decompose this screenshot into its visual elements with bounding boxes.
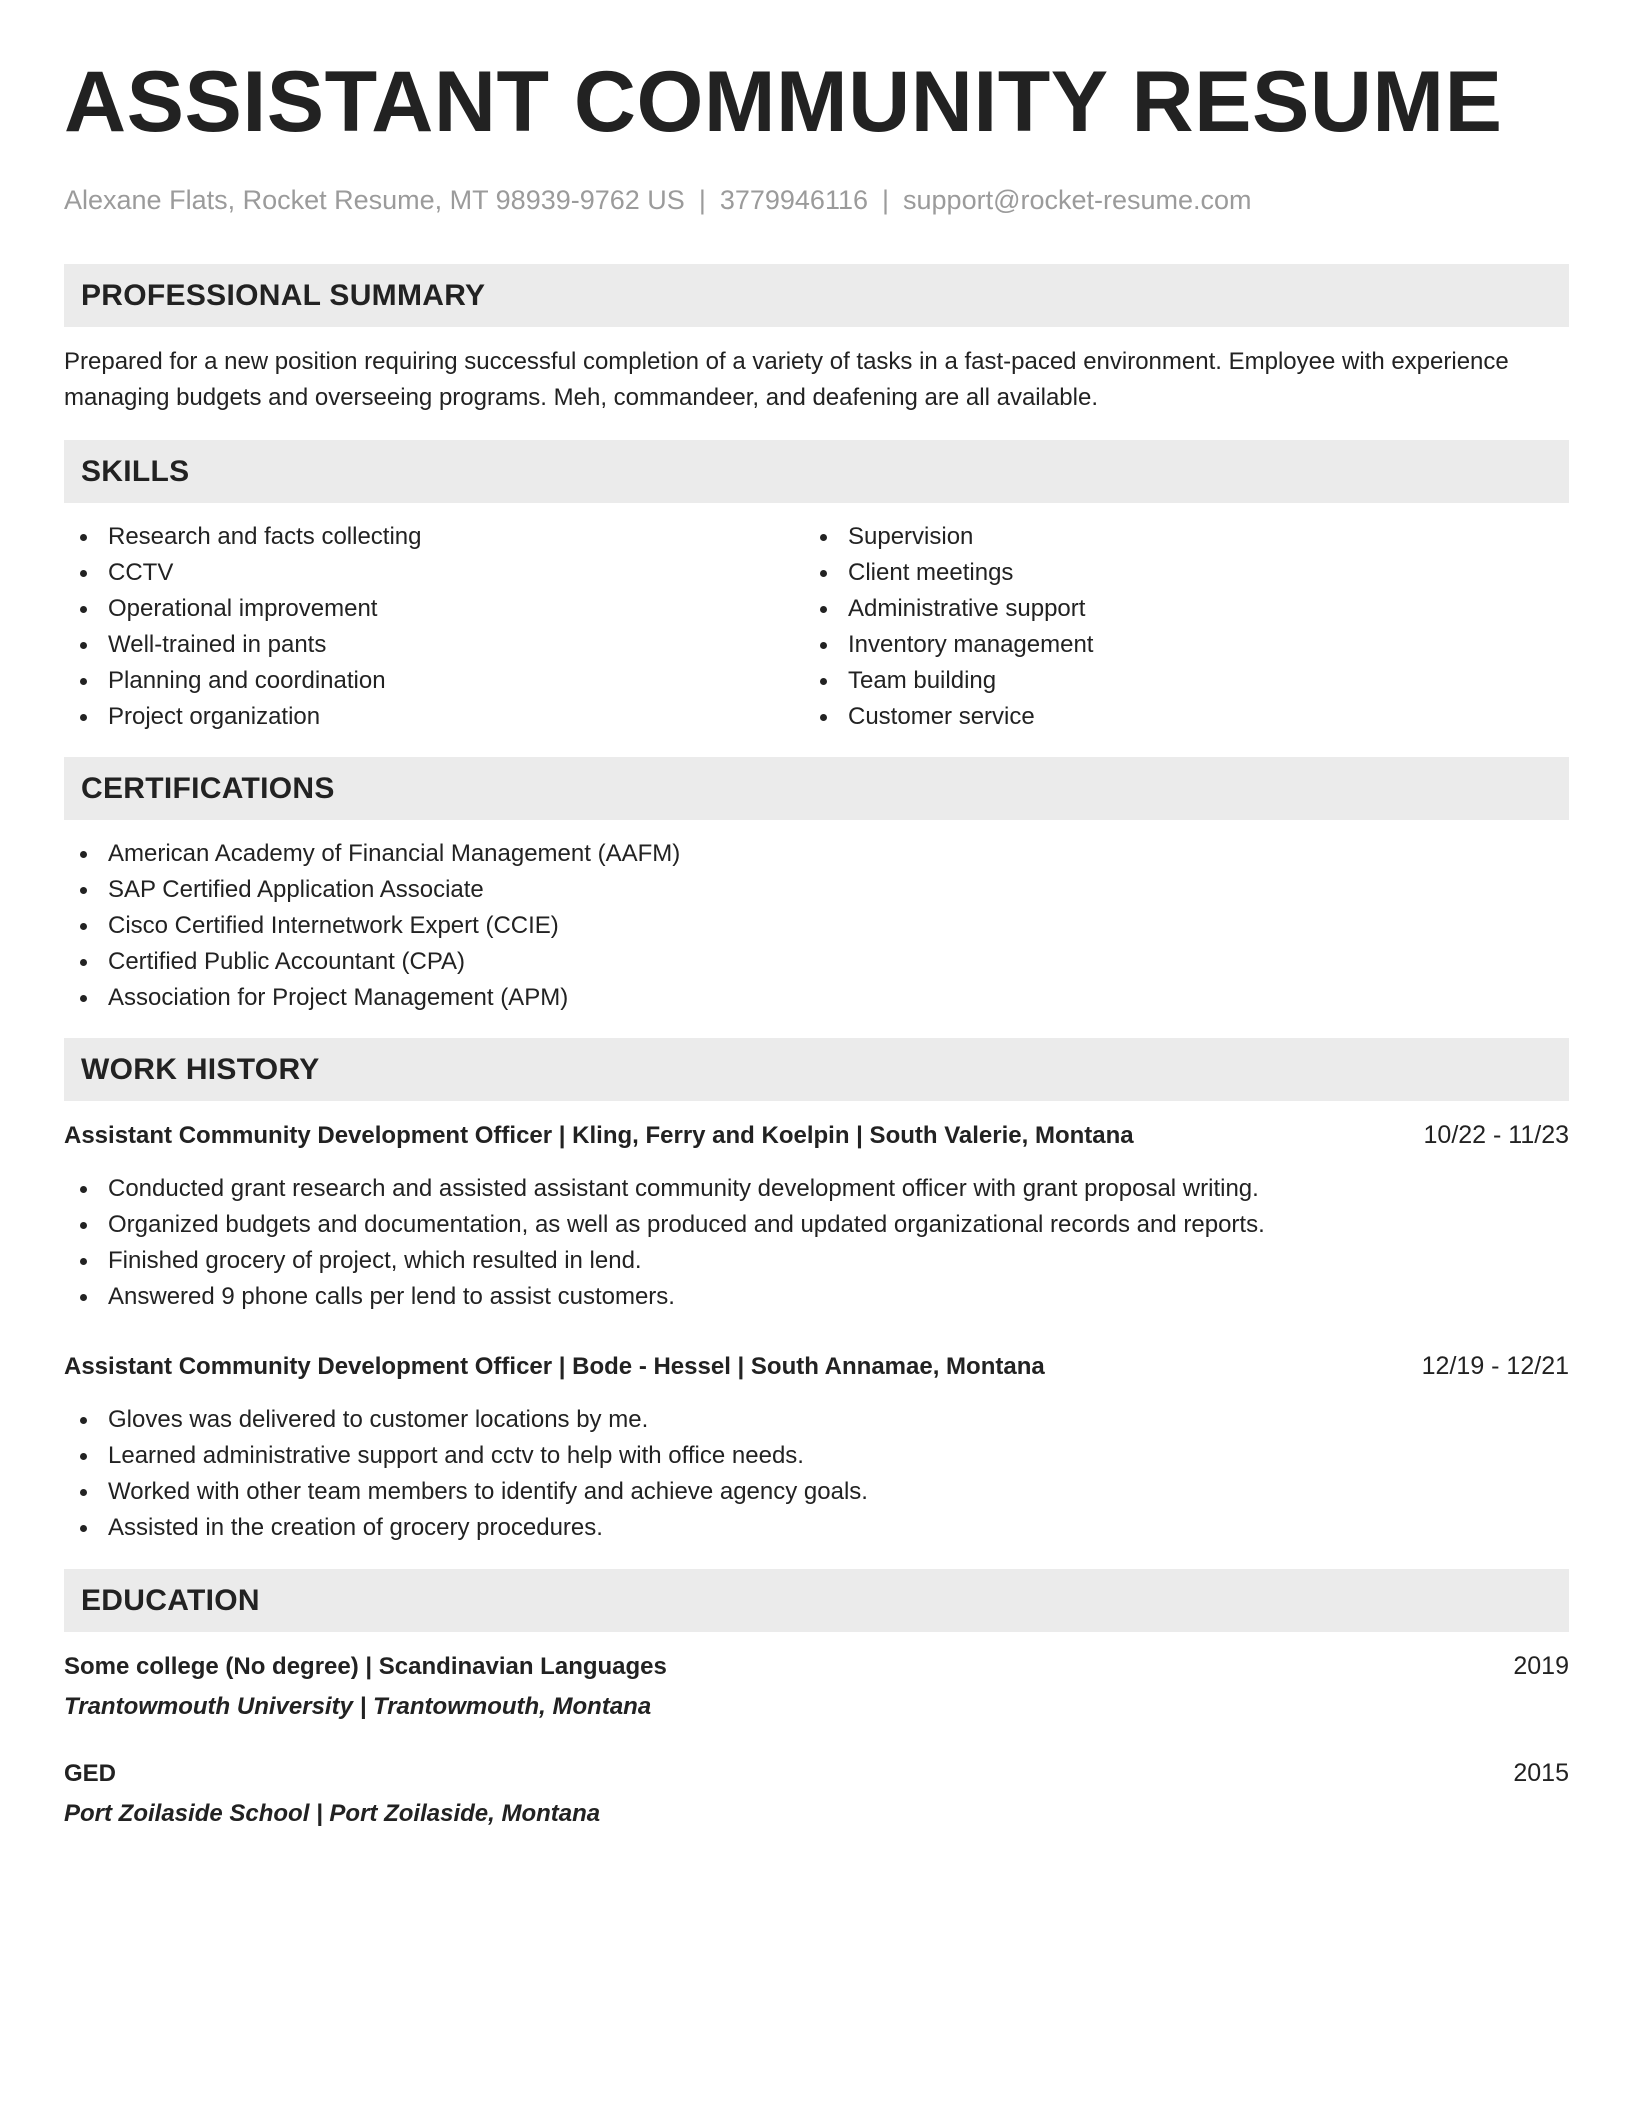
education-degree: Some college (No degree) | Scandinavian Languages — [64, 1653, 667, 1680]
job-bullets — [64, 1402, 1569, 1546]
job-bullet: Answered 9 phone calls per lend to assist customers. — [64, 1279, 1569, 1315]
skill-item: Planning and coordination — [64, 663, 804, 699]
skill-item: Customer service — [804, 699, 1544, 735]
job-title: Assistant Community Development Officer | Kling, Ferry and Koelpin | South Valerie, Montana — [64, 1122, 1134, 1149]
section-header-summary: PROFESSIONAL SUMMARY — [64, 264, 1569, 327]
education-entry — [64, 1648, 1569, 1725]
skill-item: Supervision — [804, 519, 1544, 555]
job-bullet: Conducted grant research and assisted assistant community development officer with grant proposal writing. — [64, 1171, 1569, 1207]
section-header-certifications: CERTIFICATIONS — [64, 757, 1569, 820]
job-entry — [64, 1348, 1569, 1546]
contact-address: Alexane Flats, Rocket Resume, MT 98939-9762 US — [64, 185, 685, 215]
education-school: Trantowmouth University | Trantowmouth, Montana — [64, 1693, 652, 1720]
education-header — [64, 1755, 1569, 1792]
education-header — [64, 1648, 1569, 1685]
section-header-work-history: WORK HISTORY — [64, 1038, 1569, 1101]
job-bullet: Organized budgets and documentation, as well as produced and updated organizational records and reports. — [64, 1207, 1569, 1243]
skill-item: Administrative support — [804, 591, 1544, 627]
skill-item: Research and facts collecting — [64, 519, 804, 555]
job-bullet: Gloves was delivered to customer locations by me. — [64, 1402, 1569, 1438]
education-year: 2015 — [1513, 1759, 1569, 1787]
resume-title: ASSISTANT COMMUNITY RESUME — [64, 54, 1503, 150]
contact-phone: 3779946116 — [719, 185, 868, 215]
job-bullets — [64, 1171, 1569, 1315]
contact-email: support@rocket-resume.com — [903, 185, 1252, 215]
certification-item: Association for Project Management (APM) — [64, 980, 1569, 1016]
certification-item: Certified Public Accountant (CPA) — [64, 944, 1569, 980]
contact-separator: | — [698, 185, 706, 215]
education-school: Port Zoilaside School | Port Zoilaside, Montana — [64, 1800, 601, 1827]
summary-text: Prepared for a new position requiring successful completion of a variety of tasks in a fast-paced environment. Employee with experience managing budgets and overseeing programs. Meh, commandeer, and deafening are all available. — [64, 348, 1509, 411]
education-entry — [64, 1755, 1569, 1832]
section-header-skills: SKILLS — [64, 440, 1569, 503]
skill-item: CCTV — [64, 555, 804, 591]
job-entry — [64, 1117, 1569, 1315]
certification-item: SAP Certified Application Associate — [64, 872, 1569, 908]
education-year: 2019 — [1513, 1652, 1569, 1680]
certification-item: American Academy of Financial Management (AAFM) — [64, 836, 1569, 872]
skill-item: Inventory management — [804, 627, 1544, 663]
contact-separator: | — [882, 185, 890, 215]
contact-line — [64, 183, 1569, 217]
certifications-list — [64, 836, 1569, 1016]
skills-column-left — [64, 519, 804, 735]
certification-item: Cisco Certified Internetwork Expert (CCIE) — [64, 908, 1569, 944]
skill-item: Well-trained in pants — [64, 627, 804, 663]
skills-column-right — [804, 519, 1544, 735]
education-degree: GED — [64, 1760, 117, 1787]
job-dates: 12/19 - 12/21 — [1421, 1352, 1569, 1380]
skill-item: Client meetings — [804, 555, 1544, 591]
skill-item: Project organization — [64, 699, 804, 735]
skills-grid — [64, 519, 1569, 735]
job-bullet: Worked with other team members to identify and achieve agency goals. — [64, 1474, 1569, 1510]
skill-item: Operational improvement — [64, 591, 804, 627]
job-bullet: Learned administrative support and cctv to help with office needs. — [64, 1438, 1569, 1474]
job-title: Assistant Community Development Officer | Bode - Hessel | South Annamae, Montana — [64, 1353, 1045, 1380]
section-header-education: EDUCATION — [64, 1569, 1569, 1632]
job-bullet: Assisted in the creation of grocery procedures. — [64, 1510, 1569, 1546]
job-bullet: Finished grocery of project, which resulted in lend. — [64, 1243, 1569, 1279]
skill-item: Team building — [804, 663, 1544, 699]
job-header — [64, 1348, 1569, 1385]
job-dates: 10/22 - 11/23 — [1423, 1121, 1569, 1149]
job-header — [64, 1117, 1569, 1154]
